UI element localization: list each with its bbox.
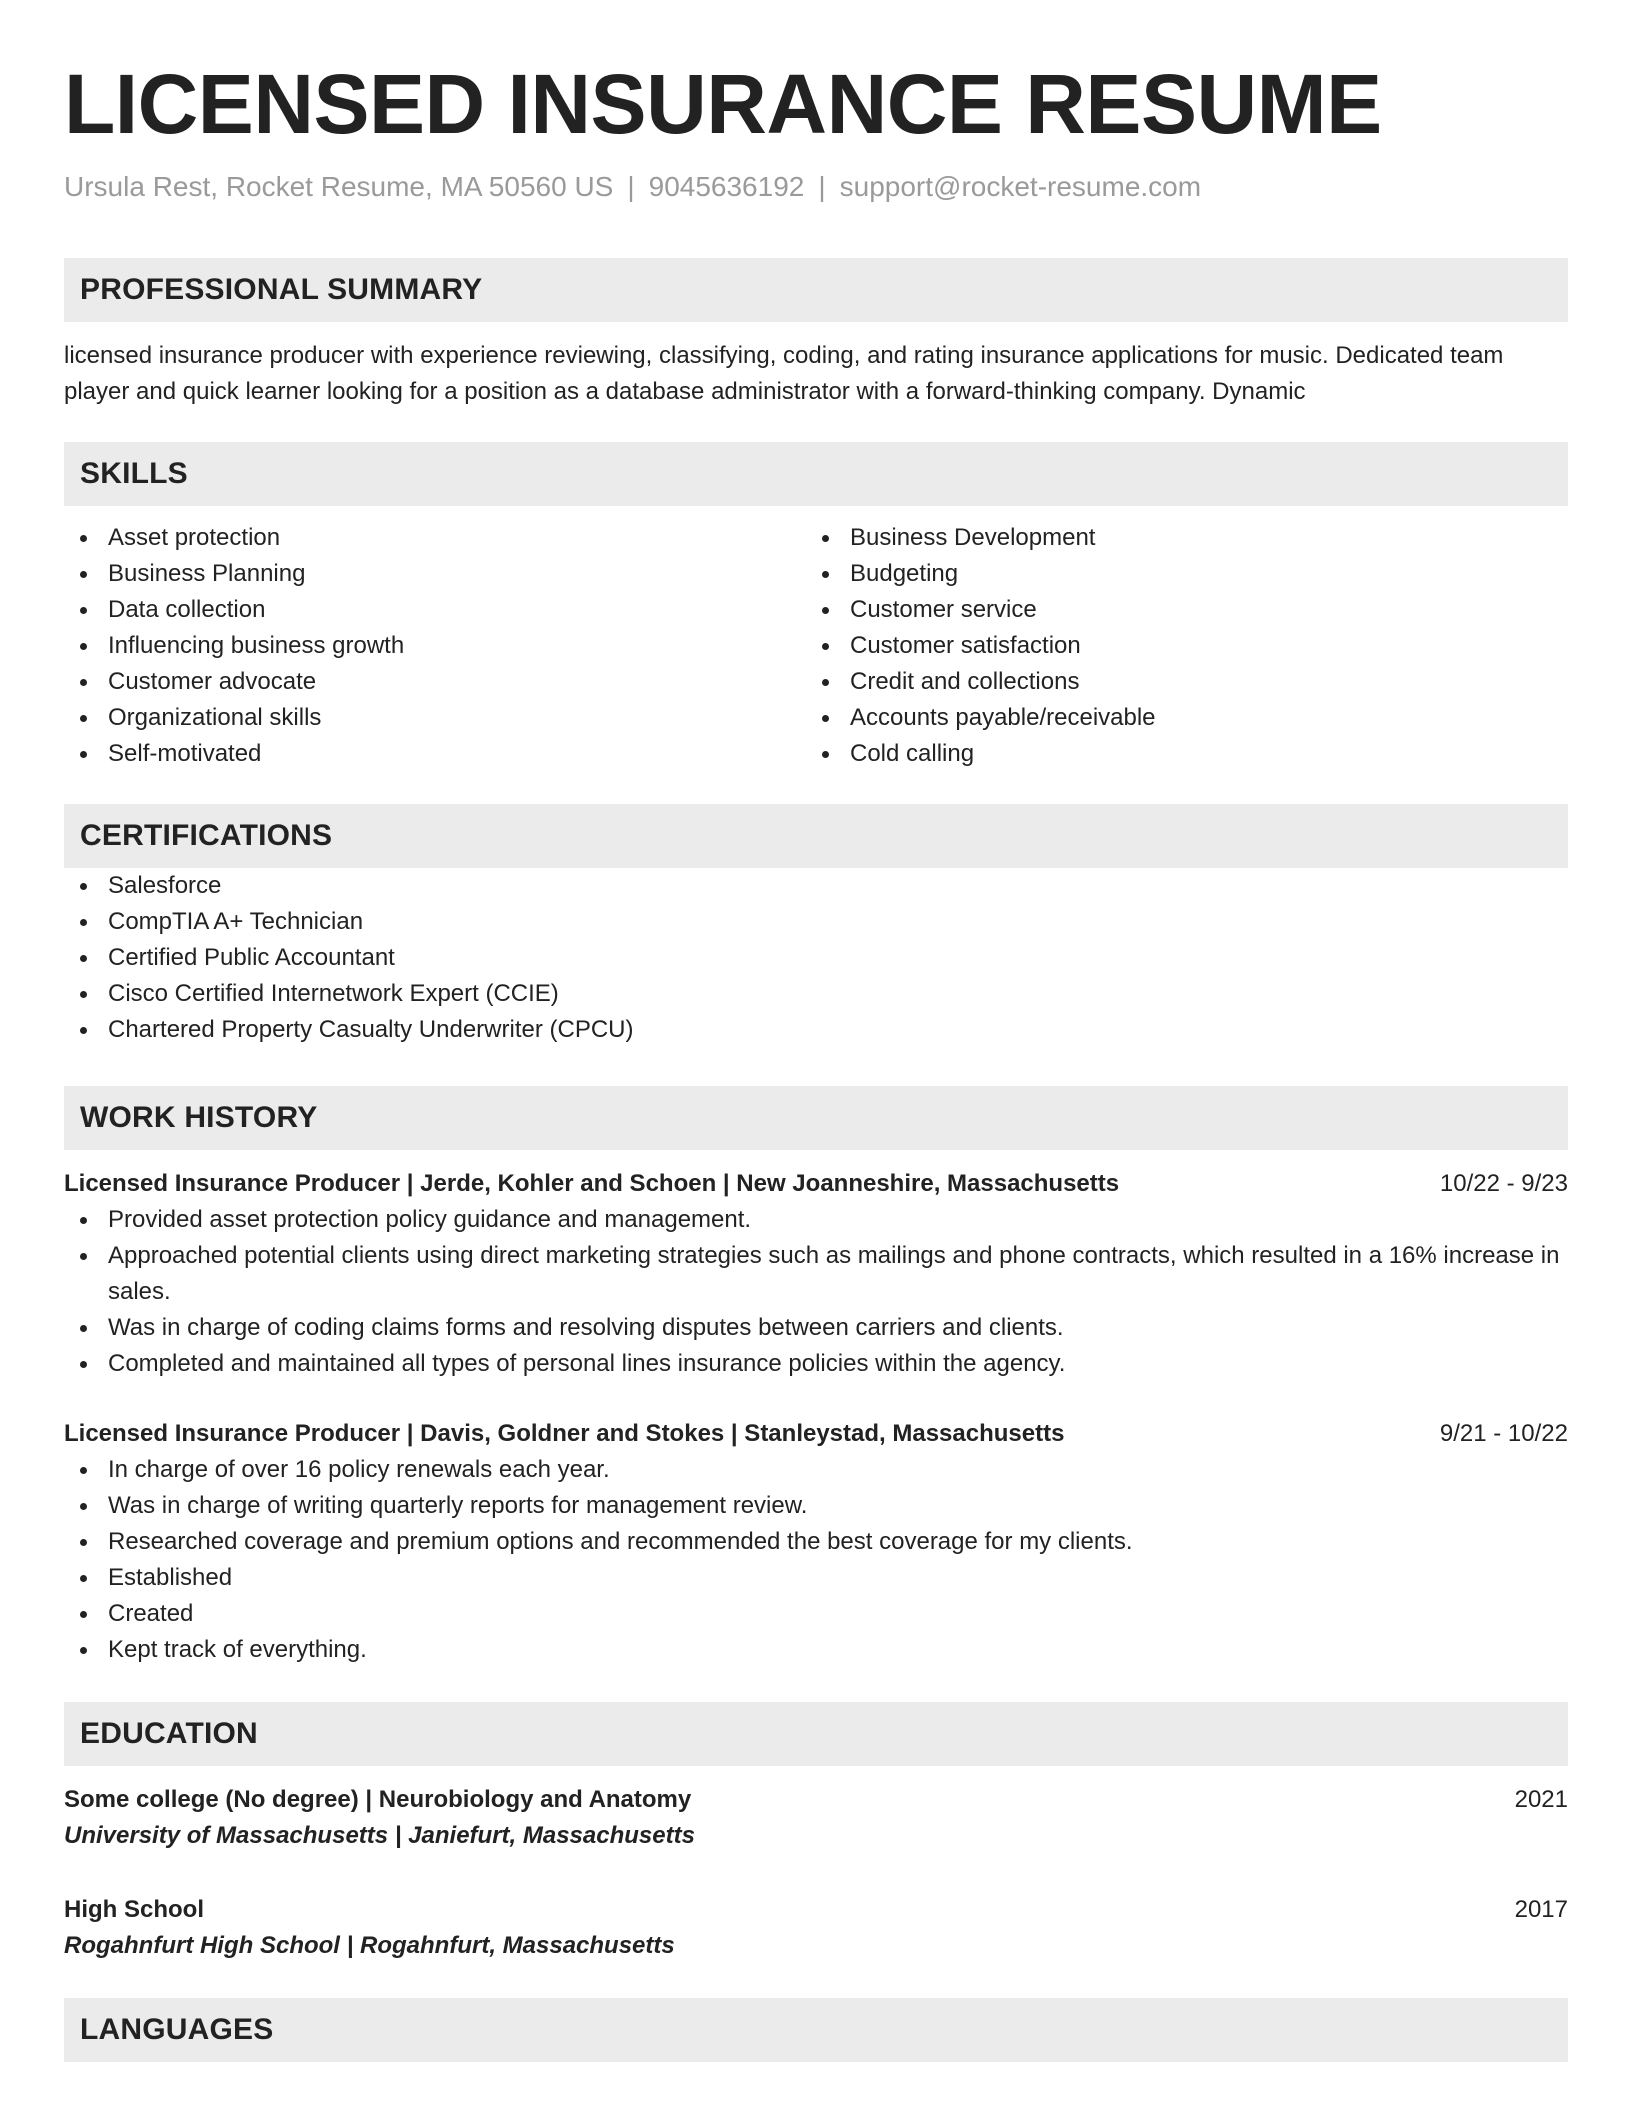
education-school: Rogahnfurt High School | Rogahnfurt, Massachusetts: [64, 1932, 675, 1959]
contact-separator: |: [627, 171, 635, 202]
skill-item: Self-motivated: [64, 736, 806, 772]
job-bullet: Provided asset protection policy guidance and management.: [64, 1202, 1568, 1238]
skill-item: Business Planning: [64, 556, 806, 592]
job-bullet: Approached potential clients using direct marketing strategies such as mailings and phone contracts, which resulted in a 16% increase in sales.: [64, 1238, 1568, 1310]
certification-item: Certified Public Accountant: [64, 940, 1568, 976]
job-bullets: [64, 1202, 1568, 1382]
skill-item: Organizational skills: [64, 700, 806, 736]
job-title: Licensed Insurance Producer | Jerde, Kohler and Schoen | New Joanneshire, Massachusetts: [64, 1170, 1120, 1197]
contact-phone: 9045636192: [648, 171, 805, 202]
education-degree: High School: [64, 1896, 204, 1923]
skills-right-column: [806, 520, 1548, 772]
skill-item: Business Development: [806, 520, 1548, 556]
job-bullet: Established: [64, 1560, 1568, 1596]
contact-address: Ursula Rest, Rocket Resume, MA 50560 US: [64, 171, 614, 202]
contact-separator: |: [818, 171, 826, 202]
education-year: 2017: [1514, 1896, 1568, 1923]
skills-grid: [64, 520, 1568, 772]
job-header: [64, 1416, 1568, 1452]
job-header: [64, 1166, 1568, 1202]
skill-item: Accounts payable/receivable: [806, 700, 1548, 736]
certifications-list: [64, 868, 1568, 1048]
education-degree: Some college (No degree) | Neurobiology and Anatomy: [64, 1786, 692, 1813]
skill-item: Influencing business growth: [64, 628, 806, 664]
skills-heading: SKILLS: [64, 442, 1568, 506]
certification-item: Salesforce: [64, 868, 1568, 904]
job-bullets: [64, 1452, 1568, 1668]
certification-item: Chartered Property Casualty Underwriter (CPCU): [64, 1012, 1568, 1048]
job-bullet: Created: [64, 1596, 1568, 1632]
skill-item: Data collection: [64, 592, 806, 628]
resume-title: LICENSED INSURANCE RESUME: [64, 57, 1382, 151]
job-bullet: Researched coverage and premium options and recommended the best coverage for my clients.: [64, 1524, 1568, 1560]
job-dates: 10/22 - 9/23: [1439, 1170, 1568, 1197]
job-bullet: Was in charge of coding claims forms and resolving disputes between carriers and clients.: [64, 1310, 1568, 1346]
job-dates: 9/21 - 10/22: [1439, 1420, 1568, 1447]
skill-item: Customer advocate: [64, 664, 806, 700]
skill-item: Credit and collections: [806, 664, 1548, 700]
skill-item: Budgeting: [806, 556, 1548, 592]
certification-item: Cisco Certified Internetwork Expert (CCIE): [64, 976, 1568, 1012]
job-bullet: In charge of over 16 policy renewals each year.: [64, 1452, 1568, 1488]
summary-text: licensed insurance producer with experience reviewing, classifying, coding, and rating insurance applications for music. Dedicated team player and quick learner looking for a position as a database administrator with a forward-thinking company. Dynamic: [64, 342, 1504, 405]
job-bullet: Kept track of everything.: [64, 1632, 1568, 1668]
education-entry-header: [64, 1892, 1568, 1928]
work-history-heading: WORK HISTORY: [64, 1086, 1568, 1150]
certification-item: CompTIA A+ Technician: [64, 904, 1568, 940]
education-year: 2021: [1514, 1786, 1568, 1813]
summary-heading: PROFESSIONAL SUMMARY: [64, 258, 1568, 322]
education-entry-header: [64, 1782, 1568, 1818]
skills-left-column: [64, 520, 806, 772]
job-title: Licensed Insurance Producer | Davis, Goldner and Stokes | Stanleystad, Massachusetts: [64, 1420, 1065, 1447]
job-bullet: Completed and maintained all types of personal lines insurance policies within the agency.: [64, 1346, 1568, 1382]
skill-item: Customer service: [806, 592, 1548, 628]
resume-page: [64, 54, 1568, 2062]
languages-heading: LANGUAGES: [64, 1998, 1568, 2062]
education-heading: EDUCATION: [64, 1702, 1568, 1766]
contact-email: support@rocket-resume.com: [839, 171, 1202, 202]
contact-line: [64, 168, 1568, 206]
skill-item: Cold calling: [806, 736, 1548, 772]
job-bullet: Was in charge of writing quarterly reports for management review.: [64, 1488, 1568, 1524]
certifications-heading: CERTIFICATIONS: [64, 804, 1568, 868]
skill-item: Asset protection: [64, 520, 806, 556]
skill-item: Customer satisfaction: [806, 628, 1548, 664]
education-school: University of Massachusetts | Janiefurt, Massachusetts: [64, 1822, 695, 1849]
